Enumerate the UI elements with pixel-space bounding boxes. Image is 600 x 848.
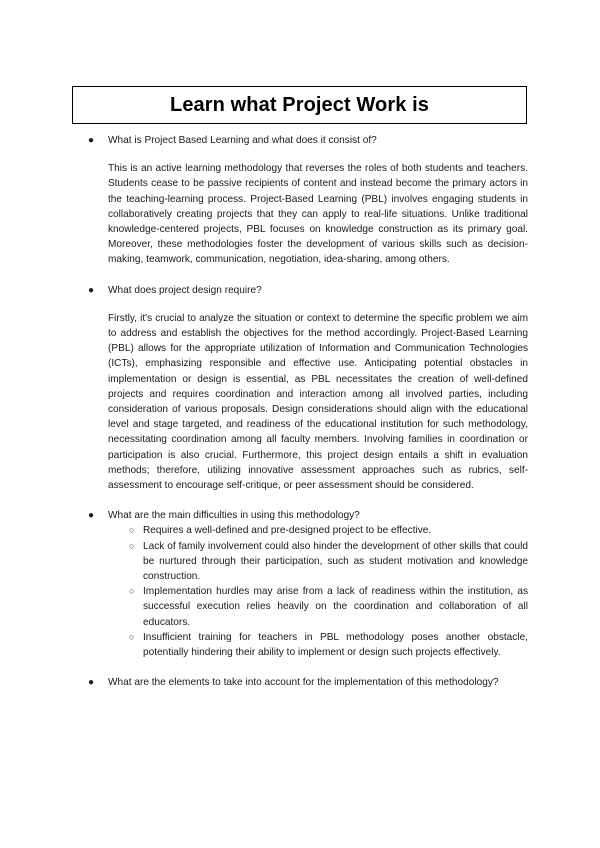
list-item: ○ Lack of family involvement could also hinder the development of other skills that could be nurtured through their participation, such as student motivation and knowledge construction. (129, 540, 528, 583)
question-1 (88, 133, 528, 148)
bullet-icon: ● (88, 677, 95, 689)
question-4 (88, 675, 528, 690)
question-text: What are the elements to take into account for the implementation of this methodology? (108, 677, 499, 689)
answer-1: This is an active learning methodology that reverses the roles of both students and teachers. Students cease to be passive recipients of content and instead become the primary actors in the teaching-learning process. Project-Based Learning (PBL) involves engaging students in collaboratively creating projects that they can apply to real-life situations. Unlike traditional knowledge-centered projects, PBL focuses on knowledge construction as its primary goal. Moreover, these methodologies foster the development of various skills such as decision-making, teamwork, communication, negotiation, idea-sharing, among others. (108, 163, 528, 266)
sub-bullet-icon: ○ (129, 586, 135, 597)
question-text: What are the main difficulties in using this methodology? (108, 510, 360, 522)
sub-bullet-icon: ○ (129, 525, 135, 536)
document-body (88, 133, 528, 691)
page-title: Learn what Project Work is (170, 93, 429, 116)
question-3 (88, 508, 528, 523)
list-item: ○ Insufficient training for teachers in PBL methodology poses another obstacle, potentially hindering their ability to implement or design such projects effectively. (129, 631, 528, 659)
sub-bullet-icon: ○ (129, 540, 135, 551)
title-box (72, 86, 527, 124)
question-2 (88, 283, 528, 298)
list-item: ○ Requires a well-defined and pre-designed project to be effective. (131, 523, 528, 538)
list-item: ○ Implementation hurdles may arise from a lack of readiness within the institution, as successful execution relies heavily on the coordination and collaboration of all educators. (129, 586, 528, 628)
bullet-icon: ● (88, 510, 95, 522)
question-text: What does project design require? (108, 284, 262, 296)
answer-2: Firstly, it's crucial to analyze the situation or context to determine the specific problem we aim to address and establish the objectives for the method accordingly. Project-Based Learning (PBL) allows for the appropriate utilization of Information and Communication Technologies (ICTs), emphasizing responsible and effective use. Anticipating potential obstacles in implementation or design is essential, as PBL necessitates the creation of well-defined projects and requires coordination and interaction among all involved parties, including consideration of various proposals. Design considerations should align with the educational level and stage targeted, and readiness of the educational institution for such methodology, necessitating coordination among all faculty members. Involving families in coordination or participation is also crucial. Furthermore, this project design entails a shift in evaluation methods; therefore, utilizing innovative assessment approaches such as rubrics, self-assessment to encourage self-critique, or peer assessment should be considered. (108, 312, 528, 492)
question-text: What is Project Based Learning and what does it consist of? (108, 135, 377, 146)
sub-bullet-icon: ○ (129, 631, 135, 642)
bullet-icon: ● (88, 284, 95, 296)
bullet-icon: ● (88, 135, 95, 146)
difficulties-list (88, 523, 528, 660)
